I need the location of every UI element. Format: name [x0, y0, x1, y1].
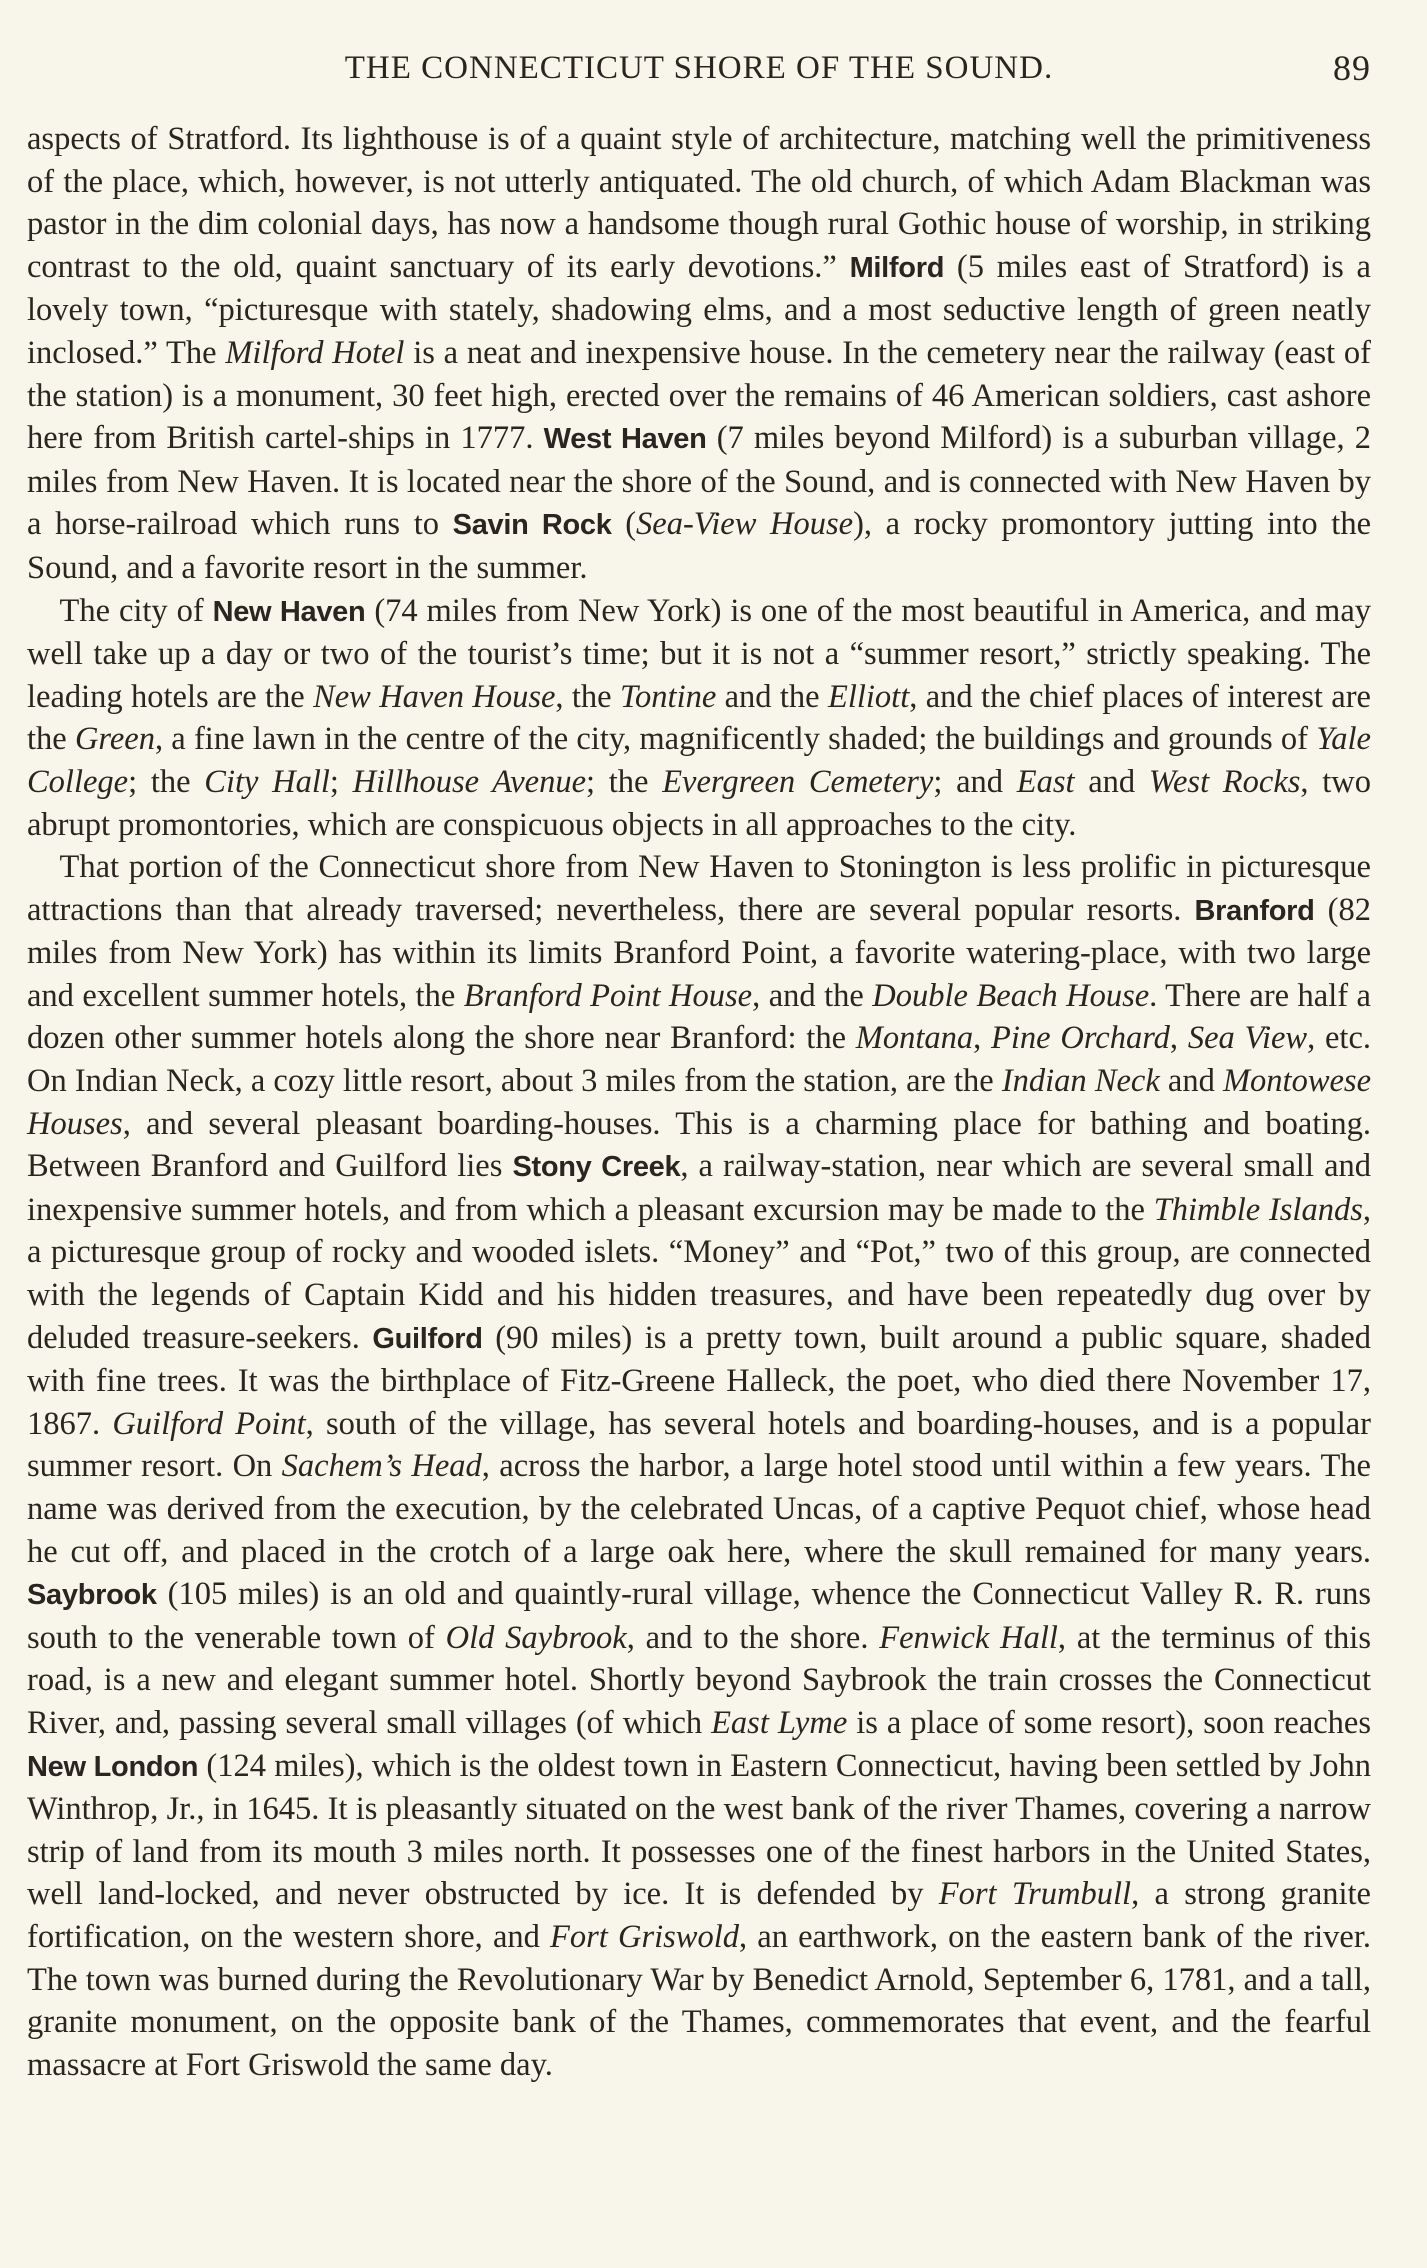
text-run: , two abrupt promontories, which are conspicuous objects in all approaches to the city.: [27, 763, 1372, 843]
text-run: , an earthwork, on the eastern bank of the river. The town was burned during the Revolutionary War by Benedict Arnold, September 6, 1781, and a tall, granite monument, on the opposite bank of the Thames, commemorates that event, and the fearful massacre at Fort Griswold the same day.: [27, 1918, 1371, 2083]
text-run: (74 miles from New York) is one of the most beautiful in America, and may well take up a day or two of the tourist’s time; but it is not a “summer resort,” strictly speaking. The leading hotels are the: [27, 592, 1371, 715]
body-text: [27, 118, 1371, 2086]
text-run: , at the terminus of this road, is a new and elegant summer hotel. Shortly beyond Saybrook the train crosses the Connecticut River, and, passing several small villages (of which: [27, 1619, 1371, 1741]
text-run: , a picturesque group of rocky and wooded islets. “Money” and “Pot,” two of this group, are connected with the legends of Captain Kidd and his hidden treasures, and have been repeatedly dug over by deluded treasure-seekers.: [27, 1191, 1371, 1356]
running-head-title: THE CONNECTICUT SHORE OF THE SOUND.: [344, 50, 1054, 86]
text-run: (: [611, 506, 637, 543]
text-run: (5 miles east of Stratford) is a lovely town, “picturesque with stately, shadowing elms, and a most seductive length of green neatly inclosed.” The: [27, 248, 1371, 371]
running-head: [27, 38, 1371, 98]
italic-name: City Hall: [204, 763, 330, 800]
italic-name: Fenwick Hall: [879, 1619, 1058, 1656]
italic-name: Fort Trumbull: [938, 1876, 1132, 1913]
italic-name: Yale College: [27, 721, 1371, 800]
italic-name: Old Saybrook: [445, 1619, 627, 1656]
place-name: Branford: [1194, 894, 1315, 927]
text-run: , the: [555, 678, 620, 715]
italic-name: Hillhouse Avenue: [352, 763, 587, 800]
text-run: is a neat and inexpensive house. In the cemetery near the railway (east of the station) is a monument, 30 feet high, erected over the remains of 46 American soldiers, cast ashore here from British cartel-ships in 1777.: [27, 334, 1371, 457]
place-name: New Haven: [212, 595, 366, 628]
italic-name: Montowese Houses: [27, 1063, 1371, 1142]
italic-name: Green: [74, 721, 155, 758]
text-run: (82 miles from New York) has within its limits Branford Point, a favorite watering-place, with two large and excellent summer hotels, the: [27, 891, 1371, 1014]
text-run: , and to the shore.: [626, 1619, 880, 1656]
text-run: , and the chief places of interest are the: [27, 678, 1371, 758]
italic-name: Double Beach House: [872, 977, 1150, 1014]
place-name: West Haven: [543, 423, 707, 456]
italic-name: Sachem’s Head: [281, 1448, 482, 1485]
place-name: Saybrook: [27, 1579, 157, 1612]
text-run: (124 miles), which is the oldest town in Eastern Connecticut, having been settled by John Winthrop, Jr., in 1645. It is pleasantly situated on the west bank of the river Thames, covering a narrow strip of land from its mouth 3 miles north. It possesses one of the finest harbors in the United States, well land-locked, and never obstructed by ice. It is defended by: [27, 1747, 1371, 1913]
text-run: and: [1074, 763, 1149, 800]
text-run: , south of the village, has several hotels and boarding-houses, and is a popular summer resort. On: [27, 1405, 1371, 1485]
italic-name: Montana: [855, 1020, 974, 1057]
italic-name: Milford Hotel: [225, 334, 405, 371]
italic-name: West Rocks: [1148, 763, 1301, 800]
text-run: (105 miles) is an old and quaintly-rural village, whence the Connecticut Valley R. R. runs south to the venerable town of: [27, 1576, 1371, 1656]
text-run: , and the: [752, 977, 873, 1014]
text-run: ; the: [128, 763, 205, 800]
text-run: , etc. On Indian Neck, a cozy little resort, about 3 miles from the station, are the: [27, 1020, 1372, 1100]
text-run: ), a rocky promontory jutting into the Sound, and a favorite resort in the summer.: [27, 506, 1371, 586]
text-run: , a railway-station, near which are several small and inexpensive summer hotels, and from which a pleasant excursion may be made to the: [27, 1148, 1371, 1228]
italic-name: Sea-View House: [636, 506, 854, 543]
text-run: and: [1159, 1063, 1223, 1100]
paragraph: [27, 118, 1371, 590]
text-run: The city of: [59, 592, 213, 629]
text-run: . There are half a dozen other summer hotels along the shore near Branford: the: [27, 977, 1371, 1057]
place-name: Guilford: [372, 1322, 483, 1355]
italic-name: Tontine: [619, 678, 717, 715]
italic-name: Branford Point House: [463, 977, 753, 1014]
text-run: , and several pleasant boarding-houses. This is a charming place for bathing and boating. Between Branford and Guilford lies: [27, 1105, 1371, 1185]
text-run: is a place of some resort), soon reaches: [847, 1704, 1371, 1741]
text-run: aspects of Stratford. Its lighthouse is of a quaint style of architecture, matching well the primitiveness of the place, which, however, is not utterly antiquated. The old church, of which Adam Blackman was pastor in the dim colonial days, has now a handsome though rural Gothic house of worship, in striking contrast to the old, quaint sanctuary of its early devotions.”: [27, 121, 1371, 285]
place-name: Milford: [849, 251, 945, 284]
place-name: Savin Rock: [452, 509, 612, 542]
italic-name: Guilford Point: [112, 1405, 306, 1442]
text-run: , a fine lawn in the centre of the city, magnificently shaded; the buildings and grounds of: [154, 721, 1317, 758]
italic-name: East Lyme: [711, 1704, 848, 1741]
italic-name: New Haven House: [313, 678, 556, 715]
text-run: (7 miles beyond Milford) is a suburban village, 2 miles from New Haven. It is located near the shore of the Sound, and is connected with New Haven by a horse-railroad which runs to: [27, 420, 1371, 543]
italic-name: Indian Neck: [1001, 1063, 1160, 1100]
italic-name: Thimble Islands: [1153, 1191, 1363, 1228]
italic-name: Sea View: [1187, 1020, 1308, 1057]
text-run: ; the: [586, 763, 663, 800]
italic-name: East: [1016, 763, 1075, 800]
page-number: 89: [1333, 48, 1371, 88]
place-name: Stony Creek: [512, 1151, 681, 1184]
paragraph: [27, 590, 1371, 847]
text-run: ,: [973, 1020, 992, 1057]
text-run: and the: [716, 678, 828, 715]
italic-name: Pine Orchard: [991, 1020, 1170, 1057]
text-run: ;: [329, 763, 353, 800]
italic-name: Fort Griswold: [550, 1918, 739, 1955]
text-run: , a strong granite fortification, on the western shore, and: [27, 1876, 1371, 1955]
text-run: (90 miles) is a pretty town, built around a public square, shaded with fine trees. It was the birthplace of Fitz-Greene Halleck, the poet, who died there November 17, 1867.: [27, 1319, 1371, 1442]
text-run: ,: [1169, 1020, 1188, 1057]
text-run: , across the harbor, a large hotel stood until within a few years. The name was derived from the execution, by the celebrated Uncas, of a captive Pequot chief, whose head he cut off, and placed in the crotch of a large oak here, where the skull remained for many years.: [27, 1448, 1371, 1570]
paragraph: [27, 846, 1371, 2086]
italic-name: Evergreen Cemetery: [662, 763, 934, 800]
place-name: New London: [27, 1750, 199, 1783]
text-run: ; and: [933, 763, 1017, 800]
italic-name: Elliott: [827, 678, 910, 715]
text-run: That portion of the Connecticut shore from New Haven to Stonington is less prolific in picturesque attractions than that already traversed; nevertheless, there are several popular resorts.: [27, 849, 1371, 928]
